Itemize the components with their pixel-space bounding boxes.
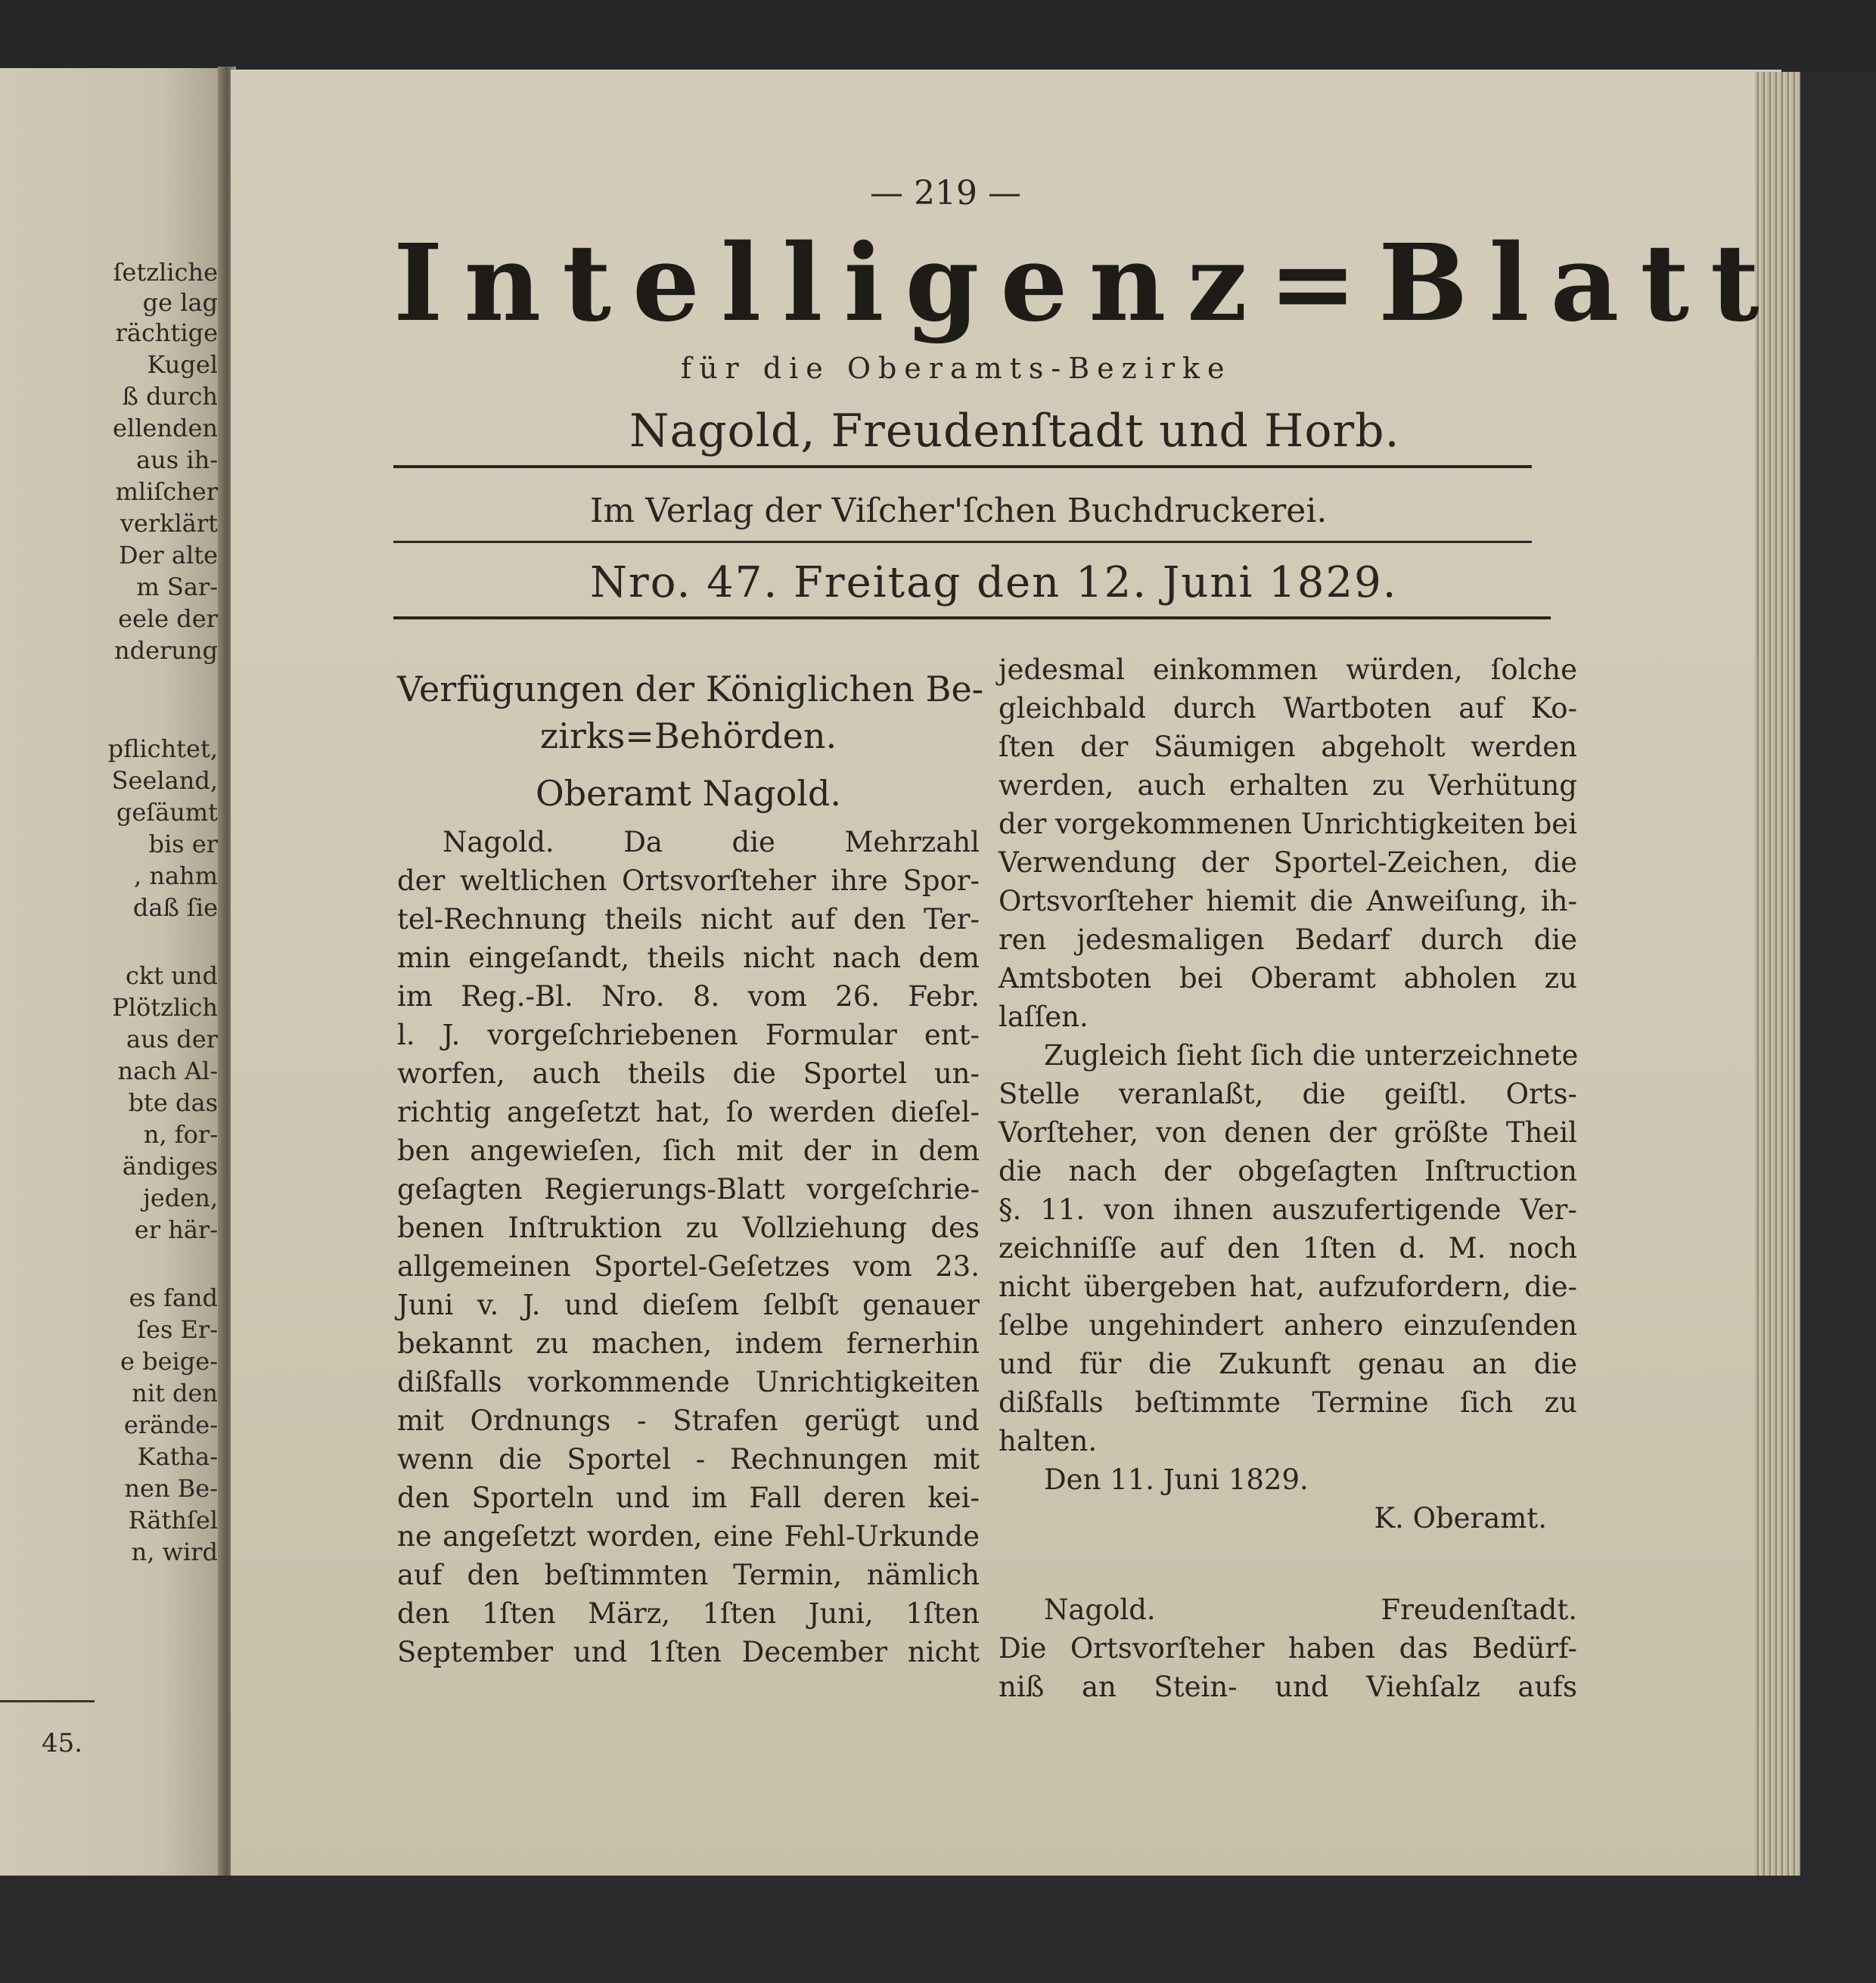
previous-page-line: jeden, xyxy=(142,1184,218,1212)
column-right xyxy=(999,650,1577,1706)
text-line: richtig angeſetzt hat, ſo werden dieſel- xyxy=(397,1096,980,1128)
previous-page-line: aus ih- xyxy=(136,445,218,474)
header-rule-2 xyxy=(393,541,1532,543)
column-left xyxy=(397,666,984,1671)
text-line: allgemeinen Sportel-Geſetzes vom 23. xyxy=(397,1250,980,1283)
text-line: benen Inſtruktion zu Vollziehung des xyxy=(397,1212,980,1244)
text-line: dißfalls beſtimmte Termine ſich zu xyxy=(999,1386,1577,1419)
text-line: den Sporteln und im Fall deren kei- xyxy=(397,1482,980,1514)
previous-page-line: ß durch xyxy=(122,382,218,411)
date-line: Den 11. Juni 1829. xyxy=(1044,1463,1309,1496)
text-line: der weltlichen Ortsvorſteher ihre Spor- xyxy=(397,864,980,897)
previous-page-folio: 45. xyxy=(42,1728,83,1758)
text-line: halten. xyxy=(999,1425,1098,1457)
text-line: mit Ordnungs - Strafen gerügt und xyxy=(397,1404,980,1437)
masthead-subtitle: für die Oberamts-Bezirke xyxy=(681,352,1232,385)
text-line: tel-Rechnung theils nicht auf den Ter- xyxy=(397,903,980,936)
previous-page-line: Kugel xyxy=(147,350,218,379)
previous-page-line: es fand xyxy=(129,1283,218,1312)
previous-page-line: geſäumt xyxy=(116,798,218,827)
previous-page-line: n, wird xyxy=(131,1538,218,1566)
previous-page-line: bte das xyxy=(128,1088,218,1117)
previous-page-line: aus der xyxy=(126,1025,218,1054)
text-line: Juni v. J. und dieſem ſelbſt genauer xyxy=(397,1289,980,1321)
previous-page-line: ellenden xyxy=(113,414,218,442)
previous-page-line: Seeland, xyxy=(111,766,218,795)
text-line: Vorſteher, von denen der größte Theil xyxy=(999,1116,1577,1149)
text-line: und für die Zukunft genau an die xyxy=(999,1348,1577,1380)
section-heading-cont: zirks=Behörden. xyxy=(539,715,837,756)
text-line: gleichbald durch Wartboten auf Ko- xyxy=(999,692,1577,725)
previous-page-line: mliſcher xyxy=(115,477,218,506)
scan-background-top xyxy=(0,0,1876,72)
text-line: laſſen. xyxy=(999,1001,1089,1033)
previous-page-line: nach Al- xyxy=(117,1057,218,1085)
previous-page-rule xyxy=(0,1700,95,1702)
text-line: niß an Stein- und Viehſalz aufs xyxy=(999,1671,1577,1703)
text-line: Verwendung der Sportel-Zeichen, die xyxy=(999,846,1577,879)
text-line: ſten der Säumigen abgeholt werden xyxy=(999,731,1577,763)
previous-page-line: nen Be- xyxy=(124,1474,218,1503)
text-line: l. J. vorgeſchriebenen Formular ent- xyxy=(397,1019,980,1051)
issue-line: Nro. 47. Freitag den 12. Juni 1829. xyxy=(590,558,1398,607)
text-line: nicht übergeben hat, aufzufordern, die- xyxy=(999,1271,1577,1303)
text-line: Ortsvorſteher hiemit die Anweiſung, ih- xyxy=(999,885,1577,917)
masthead-title: Intelligenz=Blatt xyxy=(393,222,1781,346)
column-left-body xyxy=(397,823,980,1671)
text-line: Nagold. Da die Mehrzahl xyxy=(443,826,980,858)
previous-page-line: er här- xyxy=(134,1215,218,1244)
previous-page-line: m Sar- xyxy=(136,573,218,601)
text-line: zeichniſſe auf den 1ſten d. M. noch xyxy=(999,1232,1577,1265)
previous-page-line: erände- xyxy=(123,1410,218,1439)
previous-page-line: n, for- xyxy=(143,1120,218,1149)
previous-page-line: ſes Er- xyxy=(137,1315,218,1344)
previous-page-line: ge lag xyxy=(142,288,218,317)
text-line: die nach der obgeſagten Inſtruction xyxy=(999,1155,1577,1187)
text-line: Nagold. Freudenſtadt. xyxy=(1044,1594,1577,1626)
text-line: jedesmal einkommen würden, ſolche xyxy=(999,653,1577,686)
text-line: der vorgekommenen Unrichtigkeiten bei xyxy=(999,808,1577,840)
previous-page-line: Der alte xyxy=(118,541,218,569)
text-line: min eingeſandt, theils nicht nach dem xyxy=(397,942,980,974)
text-line: den 1ſten März, 1ſten Juni, 1ſten xyxy=(397,1597,980,1630)
previous-page-line: Plötzlich xyxy=(112,993,218,1022)
previous-page-line: , nahm xyxy=(134,861,218,890)
header-rule-1 xyxy=(393,465,1532,468)
previous-page-line: verklärt xyxy=(120,509,218,538)
text-line: ſelbe ungehindert anhero einzuſenden xyxy=(999,1309,1577,1342)
previous-page-fragment xyxy=(0,68,227,1876)
scan-background-bottom xyxy=(0,1876,1876,1983)
previous-page-line: e beige- xyxy=(120,1347,218,1376)
text-line: Zugleich ſieht ſich die unterzeichnete xyxy=(1044,1039,1579,1072)
page-number: — 219 — xyxy=(870,174,1021,213)
text-line: geſagten Regierungs-Blatt vorgeſchrie- xyxy=(397,1173,980,1206)
text-line: auf den beſtimmten Termin, nämlich xyxy=(397,1559,980,1591)
previous-page-line: rächtige xyxy=(115,318,218,347)
publisher-line: Im Verlag der Viſcher'ſchen Buchdruckerei. xyxy=(590,492,1328,530)
text-line: Stelle veranlaßt, die geiſtl. Orts- xyxy=(999,1078,1577,1110)
previous-page-line: pflichtet, xyxy=(107,734,218,763)
text-line: werden, auch erhalten zu Verhütung xyxy=(999,769,1577,802)
text-line: worfen, auch theils die Sportel un- xyxy=(397,1057,980,1090)
column-right-body-a xyxy=(999,650,1577,1036)
previous-page-line: bis er xyxy=(148,830,218,858)
previous-page-line: daß ſie xyxy=(132,893,218,922)
previous-page-line: ſetzliche xyxy=(113,258,218,287)
previous-page-line: eele der xyxy=(118,604,218,633)
signature: K. Oberamt. xyxy=(1374,1502,1547,1535)
text-line: Amtsboten bei Oberamt abholen zu xyxy=(999,962,1577,995)
column-right-body-b xyxy=(999,1036,1577,1460)
text-line: Die Ortsvorſteher haben das Bedürf- xyxy=(999,1632,1577,1665)
text-line: September und 1ſten December nicht xyxy=(397,1636,980,1668)
text-line: §. 11. von ihnen auszufertigende Ver- xyxy=(999,1193,1577,1226)
previous-page-line: ckt und xyxy=(125,961,218,990)
text-line: ben angewieſen, ſich mit der in dem xyxy=(397,1134,980,1167)
section-heading: Verfügungen der Königlichen Be- xyxy=(397,669,984,709)
text-line: im Reg.-Bl. Nro. 8. vom 26. Febr. xyxy=(397,980,980,1013)
previous-page-line: nderung xyxy=(113,636,218,665)
text-line: bekannt zu machen, indem fernerhin xyxy=(397,1327,980,1360)
text-line: dißfalls vorkommende Unrichtigkeiten xyxy=(397,1366,980,1398)
masthead-districts: Nagold, Freudenſtadt und Horb. xyxy=(629,405,1400,458)
subsection-heading: Oberamt Nagold. xyxy=(535,773,842,814)
text-line: ren jedesmaligen Bedarf durch die xyxy=(999,923,1577,956)
column-right-body-c xyxy=(999,1590,1577,1706)
previous-page-line: nit den xyxy=(132,1379,218,1407)
previous-page-line: Katha- xyxy=(137,1442,218,1471)
previous-page-line: Räthſel xyxy=(128,1506,218,1535)
text-line: wenn die Sportel - Rechnungen mit xyxy=(397,1443,980,1476)
text-line: ne angeſetzt worden, eine Fehl-Urkunde xyxy=(397,1520,980,1553)
previous-page-line: ändiges xyxy=(122,1152,218,1181)
header-rule-3 xyxy=(393,616,1551,619)
